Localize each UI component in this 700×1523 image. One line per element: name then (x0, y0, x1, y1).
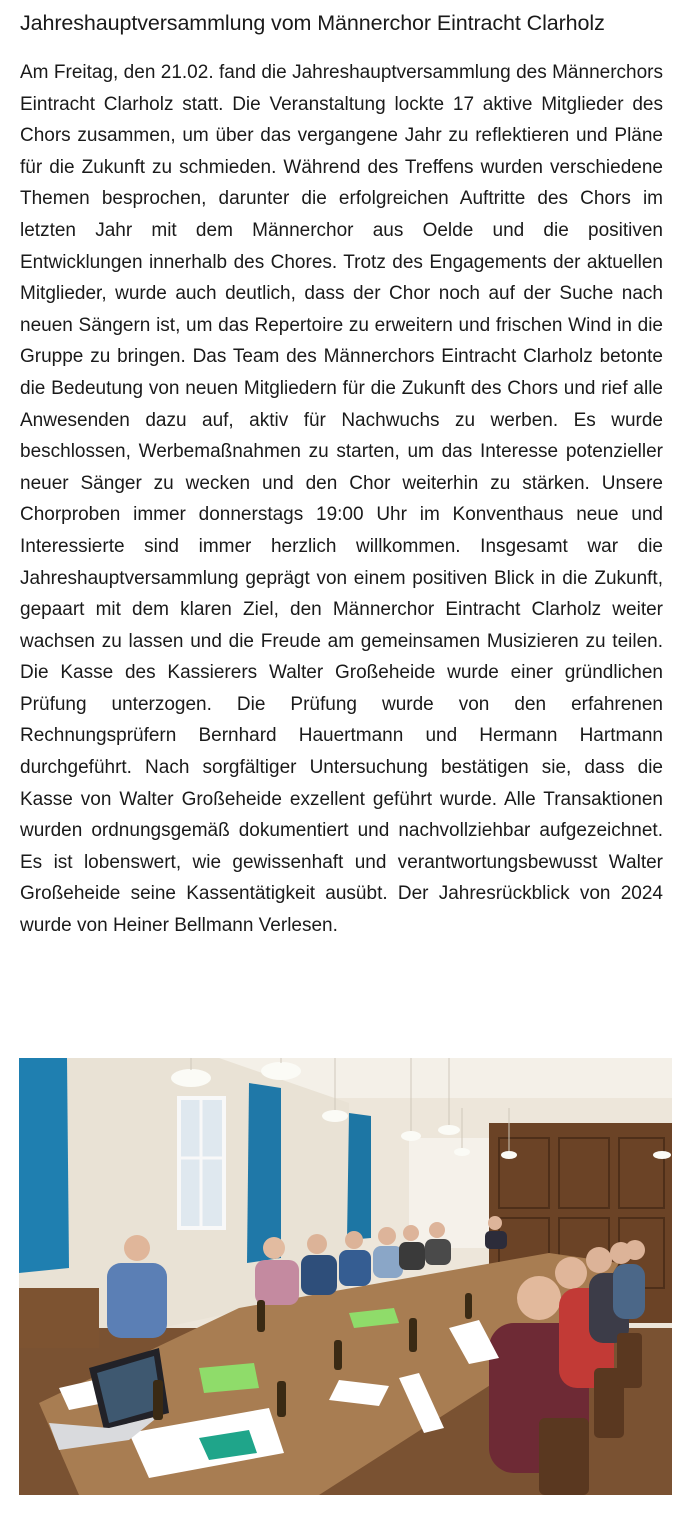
curtain-center (247, 1083, 281, 1263)
meeting-photo (19, 1058, 672, 1495)
back-door (409, 1138, 489, 1248)
curtain-left (19, 1058, 69, 1273)
meeting-photo-illustration (19, 1058, 672, 1495)
curtain-right (347, 1113, 371, 1240)
article-title: Jahreshauptversammlung vom Männerchor Eintracht Clarholz (20, 11, 605, 35)
article-body: Am Freitag, den 21.02. fand die Jahreshauptversammlung des Männerchors Eintracht Clarholz statt. Die Veranstaltung lockte 17 aktive Mitglieder des Chors zusammen, um über das vergangene Jahr zu reflektieren und Pläne für die Zukunft zu schmieden. Während des Treffens wurden verschiedene Themen besprochen, darunter die erfolgreichen Auftritte des Chors im letzten Jahr mit dem Männerchor aus Oelde und die positiven Entwicklungen innerhalb des Chores. Trotz des Engagements der aktuellen Mitglieder, wurde auch deutlich, dass der Chor noch auf der Suche nach neuen Sängern ist, um das Repertoire zu erweitern und frischen Wind in die Gruppe zu bringen. Das Team des Männerchors Eintracht Clarholz betonte die Bedeutung von neuen Mitgliedern für die Zukunft des Chors und rief alle Anwesenden dazu auf, aktiv für Nachwuchs zu werben. Es wurde beschlossen, Werbemaßnahmen zu starten, um das Interesse potenzieller neuer Sänger zu wecken und den Chor weiterhin zu stärken. Unsere Chorproben immer donnerstags 19:00 Uhr im Konventhaus neue und Interessierte sind immer herzlich willkommen. Insgesamt war die Jahreshauptversammlung geprägt von einem positiven Blick in die Zukunft, gepaart mit dem klaren Ziel, den Männerchor Eintracht Clarholz weiter wachsen zu lassen und die Freude am gemeinsamen Musizieren zu teilen. Die Kasse des Kassierers Walter Großeheide wurde einer gründlichen Prüfung unterzogen. Die Prüfung wurde von den erfahrenen Rechnungsprüfern Bernhard Hauertmann und Hermann Hartmann durchgeführt. Nach sorgfältiger Untersuchung bestätigen sie, dass die Kasse von Walter Großeheide exzellent geführt wurde. Alle Transaktionen wurden ordnungsgemäß dokumentiert und nachvollziehbar aufgezeichnet. Es ist lobenswert, wie gewissenhaft und verantwortungsbewusst Walter Großeheide seine Kassentätigkeit ausübt. Der Jahresrückblick von 2024 wurde von Heiner Bellmann Verlesen. (20, 62, 663, 937)
